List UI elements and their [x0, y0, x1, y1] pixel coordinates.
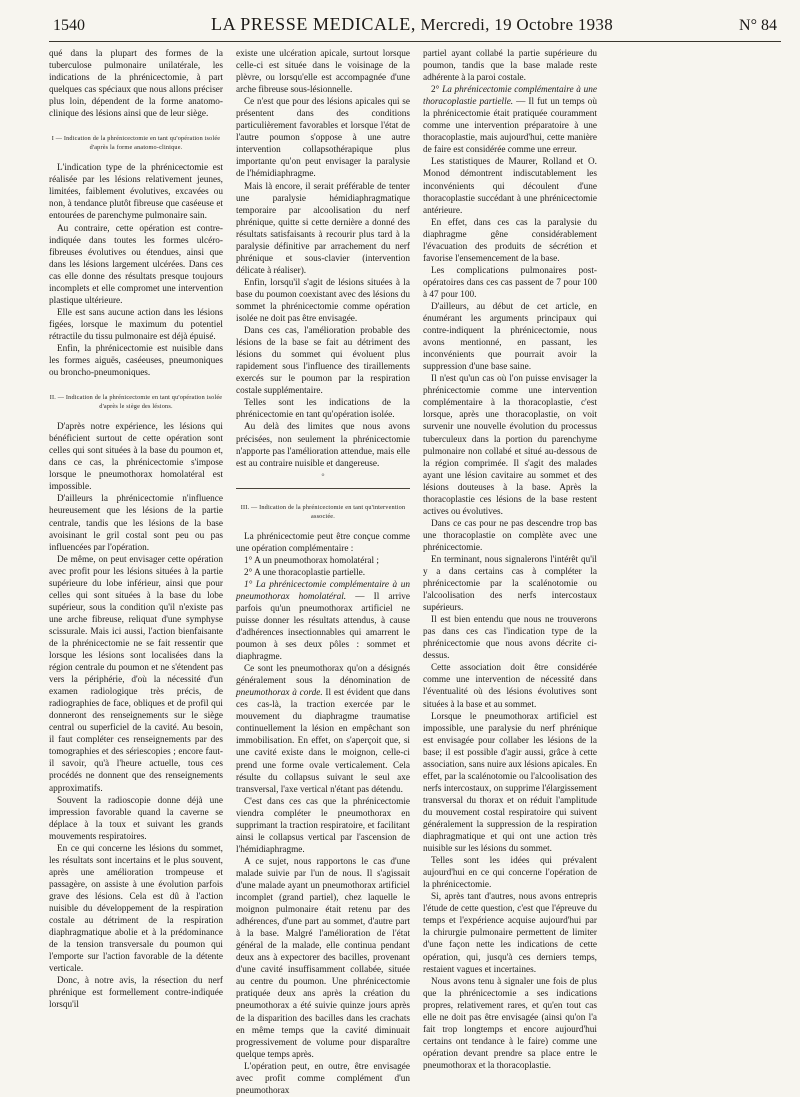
column-1: [49, 48, 223, 1073]
paragraph: Donc, à notre avis, la résection du nerf phrénique est formellement contre-indiquée lorsqu'il: [49, 976, 223, 1011]
paragraph: Les complications pulmonaires post-opératoires dans ces cas passent de 7 pour 100 à 47 pour 100.: [423, 265, 597, 300]
paragraph: En ce qui concerne les lésions du sommet, les résultats sont incertains et le plus souvent, après une amélioration trompeuse et passagère, on assiste à une évolution parfois grave des lésions. Cela est dû à l'action nuisible du développement de la respiration costale au détriment de la respiration diaphragmatique abolie et à la prédominance de la tension transversale du poumon qui l'emporte sur l'action favorable de la détente verticale.: [49, 843, 223, 975]
paragraph: Si, après tant d'autres, nous avons entrepris l'étude de cette question, c'est que l'épreuve du temps et l'expérience acquise aujourd'hui par la chirurgie pulmonaire permettent de limiter d'une façon nette les indications de cette opération, qui, jusqu'à ces derniers temps, restaient vagues et incertaines.: [423, 892, 597, 975]
paragraph: D'ailleurs la phrénicectomie n'influence heureusement que les lésions de la partie centrale, tandis que les lésions de la base avoisinant le gril costal sont peu ou pas influencées par l'opération.: [49, 494, 223, 553]
paragraph: Elle est sans aucune action dans les lésions figées, lorsque le maximum du potentiel rétractile du tissu pulmonaire est déjà épuisé.: [49, 307, 223, 342]
paragraph-text: — Il arrive parfois qu'un pneumothorax artificiel ne puisse donner les résultats attendus, à cause d'adhérences insectionnables qui amarrent le poumon à ses deux pôles : sommet et diaphragme.: [236, 591, 410, 663]
paragraph: A ce sujet, nous rapportons le cas d'une malade suivie par l'un de nous. Il s'agissait d'une malade ayant un pneumothorax artificiel incomplet (grand partiel), chez laquelle le moignon pulmonaire était retenu par des adhérences, d'une part au sommet, d'autre part à la base. Malgré l'amélioration de l'état général de la malade, elle continua pendant deux ans à expectorer des bacilles, provenant d'une cavité insuffisamment collabée, située au centre du poumon. Une phrénicectomie pratiquée deux ans après la création du pneumothorax a été suivie quinze jours après de la disparition des bacilles dans les crachats en même temps que la cavité diminuait progressivement de volume pour disparaître quelque temps après.: [236, 856, 410, 1060]
paragraph: [236, 663, 410, 796]
paragraph: Nous avons tenu à signaler une fois de plus que la phrénicectomie a ses indications propres, relativement rares, et qu'en tout cas elle ne doit pas être envisagée (ainsi qu'on l'a fait trop longtemps et encore aujourd'hui certains ont tendance à le faire) comme une opération devant prendre sa place entre le pneumothorax et la thoracoplastie.: [423, 976, 597, 1071]
publication-name: LA PRESSE MEDICALE,: [211, 14, 416, 34]
section-heading-3: III. — Indication de la phrénicectomie en tant qu'intervention associée.: [240, 503, 406, 520]
issue-number: N° 84: [739, 17, 777, 34]
paragraph: Il est bien entendu que nous ne trouverons pas dans ces cas l'indication type de la phrénicectomie que nous avons décrite ci-dessus.: [423, 615, 597, 662]
paragraph: existe une ulcération apicale, surtout lorsque celle-ci est située dans le voisinage de la plèvre, ou lorsqu'elle est accompagnée d'une arche fibreuse sous-lésionnelle.: [236, 49, 410, 96]
article-columns: [49, 48, 781, 1096]
paragraph: Mais là encore, il serait préférable de tenter une paralysie hémidiaphragmatique temporaire par alcoolisation du nerf phrénique, quitte si cette dernière a donné des résultats satisfaisants à recourir plus tard à la paralysie définitive par arrachement du nerf phrénique et sous-clavier (intervention délicate à réaliser).: [236, 181, 410, 276]
section-heading-1: I — Indication de la phrénicectomie en tant qu'opération isolée d'après la forme anatomo-clinique.: [51, 135, 221, 152]
paragraph: Souvent la radioscopie donne déjà une impression favorable quand la caverne se déplace à la toux et suivant les grands mouvements respiratoires.: [49, 795, 223, 842]
page-number: 1540: [53, 17, 85, 34]
paragraph: Dans ce cas pour ne pas descendre trop bas une thoracoplastie on complète avec une phrénicectomie.: [423, 518, 597, 553]
paragraph-text: Ce sont les pneumothorax qu'on a désignés généralement sous la dénomination de: [236, 664, 410, 687]
issue-date: Mercredi, 19 Octobre 1938: [420, 15, 614, 34]
section-heading-2: II. — Indication de la phrénicectomie en tant qu'opération isolée d'après le siège des lésions.: [49, 394, 223, 411]
paragraph: En effet, dans ces cas la paralysie du diaphragme gêne considérablement l'évacuation des produits de sécrétion et favorise l'ensemencement de la base.: [423, 217, 597, 264]
paragraph: En terminant, nous signalerons l'intérêt qu'il y a dans certains cas à compléter la phrénicectomie par la scalénotomie ou l'alcoolisation des nerfs intercostaux supérieurs.: [423, 554, 597, 614]
paragraph: partiel ayant collabé la partie supérieure du poumon, tandis que la base malade reste adhérente à la paroi costale.: [423, 49, 597, 84]
column-2: [236, 48, 411, 1096]
paragraph: Telles sont les idées qui prévalent aujourd'hui en ce qui concerne l'opération de la phrénicectomie.: [423, 856, 597, 891]
italic-term: pneumothorax à corde.: [236, 688, 323, 699]
subsection-title: 1° La phrénicectomie complémentaire à un pneumothorax homolatéral.: [236, 579, 410, 602]
paragraph: Enfin, la phrénicectomie est nuisible dans les formes aiguës, caséeuses, pneumoniques ou broncho-pneumoniques.: [49, 343, 223, 379]
paragraph: Il n'est qu'un cas où l'on puisse envisager la phrénicectomie comme une intervention complémentaire à la thoracoplastie, c'est lorsque, après une thoracoplastie, on voit survenir une nouvelle évolution du processus tuberculeux dans la portion du parenchyme pulmonaire non collabé et situé au-dessous de la région comprimée. Il s'agit des malades ayant une lésion cavitaire au sommet et des lésions douteuses à la base. Après la thoracoplastie ces lésions de la base restent actives ou évolutives.: [423, 374, 597, 517]
page-header: [49, 14, 781, 42]
paragraph: Au delà des limites que nous avons précisées, non seulement la phrénicectomie n'apporte pas l'amélioration attendue, mais elle est au contraire nuisible et dangereuse.: [236, 422, 410, 469]
paragraph: Dans ces cas, l'amélioration probable des lésions de la base se fait au détriment des lésions du sommet qui évoluent plus rapidement sous l'influence des tiraillements exercés sur le poumon par la respiration costale supplémentaire.: [236, 326, 410, 397]
section-divider: [236, 488, 410, 489]
paragraph: Les statistiques de Maurer, Rolland et O. Monod démontrent indiscutablement les inconvénients qui découlent d'une thoracoplastie succédant à une phrénicectomie antérieure.: [423, 157, 597, 216]
paragraph-text: 2°: [431, 85, 443, 96]
paragraph: De même, on peut envisager cette opération avec profit pour les lésions situées à la partie supérieure du lobe inférieur, ainsi que pour celles qui sont situées à la base du lobe supérieur, sous la condition qu'il n'existe pas une arche fibreuse, reliquat d'une symphyse scissurale. Mais ici aussi, l'action bienfaisante de la phrénicectomie ne se fait ressentir que lorsque les lésions sont localisées dans la région centrale du poumon et ne s'étendent pas vers la périphérie, d'où la nécessité d'un examen radiologique très précis, de radiographies de face, obliques et de profil qui donneront des renseignements sur le siège central ou superficiel de la cavité. Au besoin, il faut compléter ces renseignements par des tomographies et des sériescopies ; encore faut-il savoir, qu'à l'heure actuelle, tous ces procédés ne donnent que des renseignements approximatifs.: [49, 554, 223, 794]
paragraph: D'ailleurs, au début de cet article, en énumérant les arguments principaux qui contre-indiquent la phrénicectomie, nous avons mentionné, en passant, les inconvénients que pourrait avoir la suppression d'une base saine.: [423, 301, 597, 373]
paragraph: C'est dans ces cas que la phrénicectomie viendra compléter le pneumothorax en supprimant la traction respiratoire, et facilitant ainsi le collapsus vertical par l'ascension de l'hémidiaphragme.: [236, 796, 410, 855]
paragraph-text: — Il fut un temps où la phrénicectomie était pratiquée couramment comme une intervention préparatoire à une thoracoplastie, mais aujourd'hui, cette manière de faire est considérée comme une erreur.: [423, 97, 598, 156]
paragraph: D'après notre expérience, les lésions qui bénéficient surtout de cette opération sont celles qui sont situées à la base du poumon et, dans ce cas, la phrénicectomie s'impose lorsque le pneumothorax homolatéral est impossible.: [49, 422, 223, 493]
paragraph: qué dans la plupart des formes de la tuberculose pulmonaire unilatérale, les indications de la phrénicectomie, à part quelques cas spéciaux que nous allons préciser plus loin, dépendent de la forme anatomo-clinique des lésions ainsi que de leur siège.: [49, 49, 223, 120]
paragraph: [423, 84, 597, 156]
paragraph: Au contraire, cette opération est contre-indiquée dans toutes les formes ulcéro-fibreuses évolutives ou étendues, ainsi que dans les lésions largement ulcérées. Dans ces cas elle donne des résultats presque toujours incomplets et elle compromet une intervention plastique ultérieure.: [49, 223, 223, 306]
paragraph: 2° A une thoracoplastie partielle.: [244, 567, 366, 578]
paragraph: Lorsque le pneumothorax artificiel est impossible, une paralysie du nerf phrénique est envisagée pour collaber les lésions de la base; il est possible d'agir aussi, grâce à cette association, sans nuire aux lésions apicales. En effet, par la scalénotomie ou l'alcoolisation des nerfs intercostaux, on supprime l'élargissement transversal du thorax et on réduit l'amplitude du mouvement costal respiratoire qui suivent généralement la suppression de la respiration diaphragmatique et qui ont une action très nuisible sur les lésions du sommet.: [423, 711, 597, 855]
paragraph: 1° A un pneumothorax homolatéral ;: [244, 555, 379, 566]
paragraph-text: Il est évident que dans ces cas-là, la traction exercée par le mouvement du diaphragme traumatise continuellement la lésion en empêchant son immobilisation. En effet, on s'aperçoit que, si une cavité existe dans le moignon, celle-ci prend une forme ovale verticalement. Cela résulte du collapsus suivant le seul axe transversal, l'axe vertical n'étant pas détendu.: [236, 688, 411, 795]
paragraph: La phrénicectomie peut être conçue comme une opération complémentaire :: [236, 531, 410, 554]
subsection-title: La phrénicectomie complémentaire à une thoracoplastie partielle.: [423, 85, 597, 108]
column-3: [423, 48, 597, 1073]
paragraph: Telles sont les indications de la phrénicectomie en tant qu'opération isolée.: [236, 398, 410, 421]
ornament-dot: °: [321, 471, 325, 481]
paragraph: Enfin, lorsqu'il s'agit de lésions situées à la base du poumon coexistant avec des lésions du sommet la phrénicectomie comme opération isolée ne doit pas être envisagée.: [236, 277, 410, 325]
paragraph: L'indication type de la phrénicectomie est réalisée par les lésions relativement jeunes, limitées, faiblement évolutives, excavées ou non, à tendance plutôt fibreuse que caséeuse et entourées de parenchyme pulmonaire sain.: [49, 163, 223, 222]
paragraph: Cette association doit être considérée comme une intervention de nécessité dans l'éventualité où des lésions évolutives sont situées à la base et au sommet.: [423, 663, 597, 710]
running-title: [85, 14, 739, 35]
paragraph: L'opération peut, en outre, être envisagée avec profit comme complément d'un pneumothorax: [236, 1061, 410, 1096]
paragraph: [236, 579, 410, 663]
paragraph: Ce n'est que pour des lésions apicales qui se présentent dans des conditions particulièrement favorables et lorsque l'état de l'autre poumon s'oppose à une autre intervention collapsothérapique plus importante qu'on peut envisager la paralysie de l'hémidiaphragme.: [236, 97, 410, 180]
